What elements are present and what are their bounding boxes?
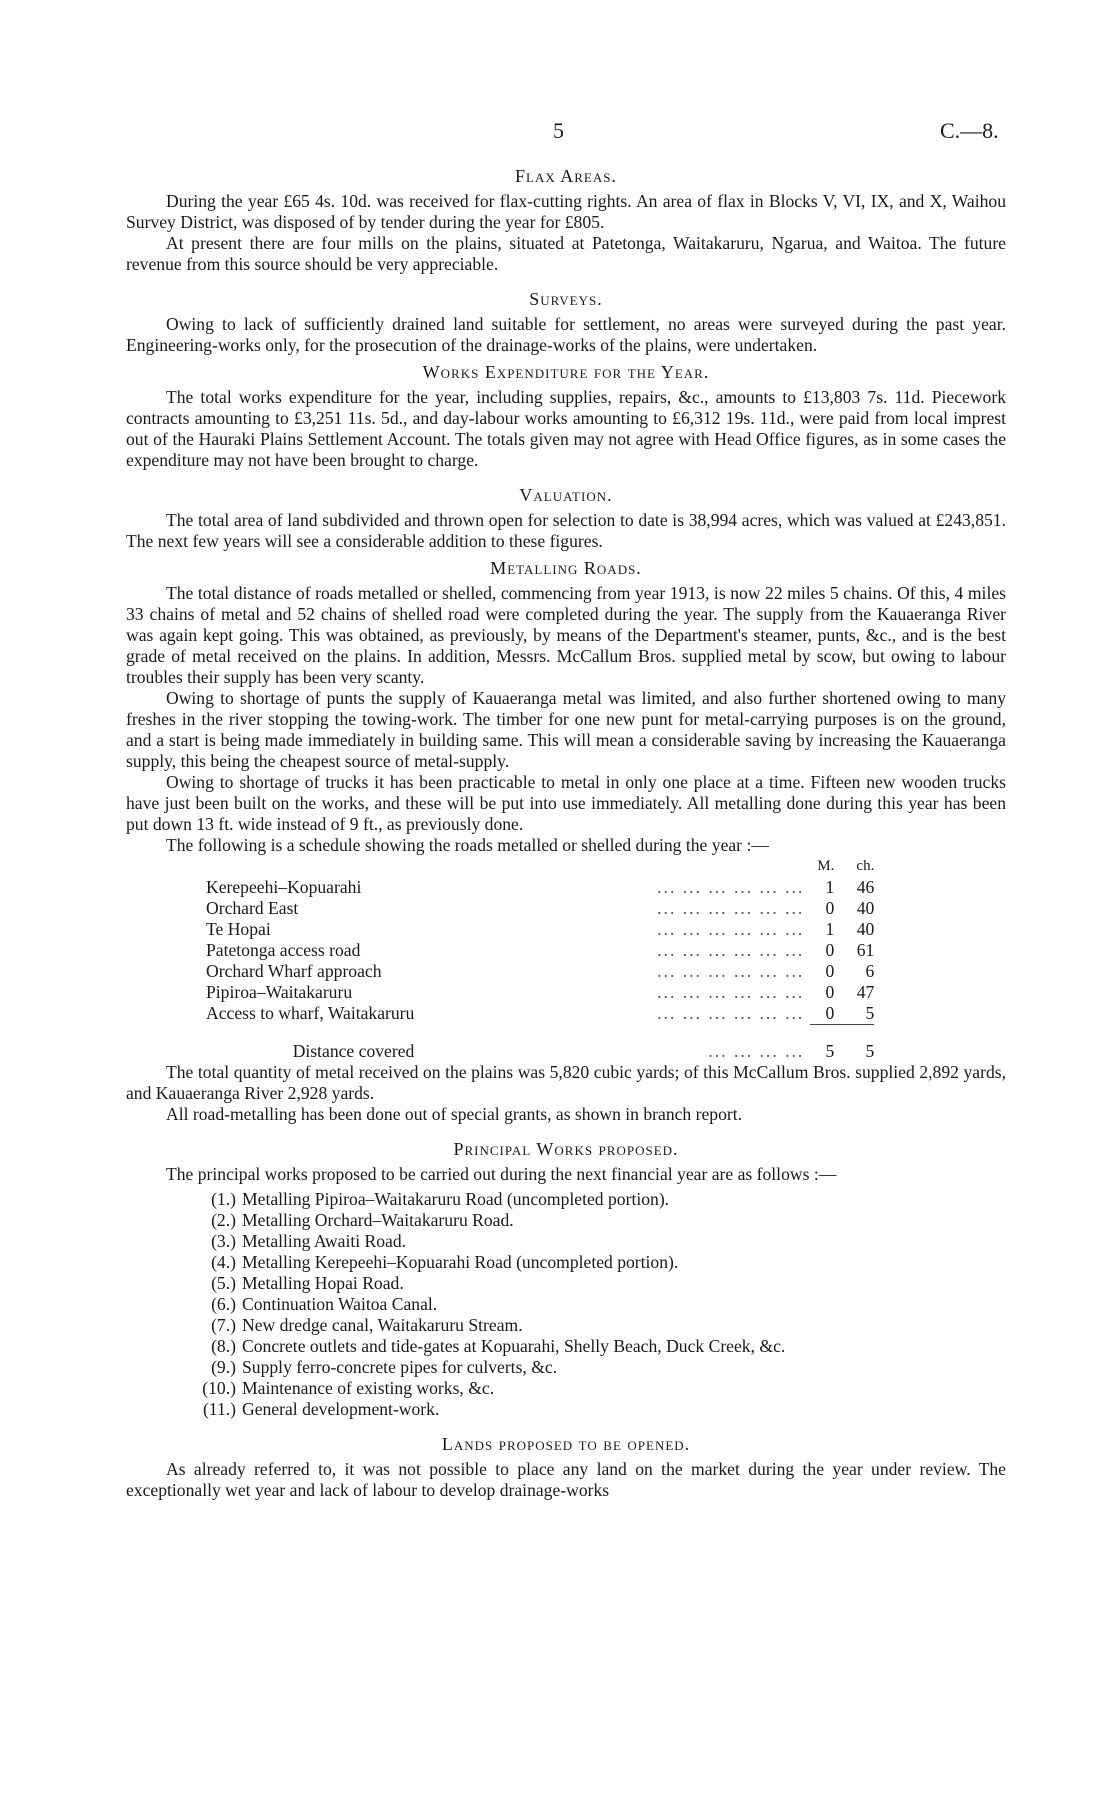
road-miles: 0 bbox=[825, 961, 835, 981]
principal-works-list bbox=[196, 1189, 1006, 1420]
column-header-miles: M. bbox=[817, 858, 835, 874]
total-label: Distance covered bbox=[292, 1040, 415, 1061]
road-chains: 5 bbox=[865, 1003, 875, 1023]
section-title-flax: Flax Areas. bbox=[515, 166, 617, 186]
road-name: Pipiroa–Waitakaruru bbox=[206, 982, 353, 1002]
section-title-metalling: Metalling Roads. bbox=[490, 558, 642, 578]
list-item: (5.) Metalling Hopai Road. bbox=[211, 1273, 404, 1293]
section-title-surveys: Surveys. bbox=[529, 289, 603, 309]
road-miles: 0 bbox=[825, 940, 835, 960]
road-name: Orchard Wharf approach bbox=[206, 961, 382, 981]
road-miles: 0 bbox=[825, 898, 835, 918]
section-title-principal-works: Principal Works proposed. bbox=[453, 1139, 679, 1159]
list-item: (10.) Maintenance of existing works, &c. bbox=[202, 1378, 495, 1398]
section-title-lands: Lands proposed to be opened. bbox=[441, 1434, 691, 1454]
table-row: Pipiroa–Waitakaruru ... ... ... ... ... ... 0 47 bbox=[206, 982, 875, 1002]
road-miles: 0 bbox=[825, 982, 835, 1002]
table-row: Orchard Wharf approach ... ... ... ... ... ... 0 6 bbox=[206, 961, 875, 981]
column-header-chains: ch. bbox=[856, 858, 875, 874]
table-header-row bbox=[206, 856, 874, 877]
road-miles: 0 bbox=[825, 1003, 835, 1023]
road-chains: 47 bbox=[856, 982, 875, 1002]
table-row: Orchard East ... ... ... ... ... ... 0 40 bbox=[206, 898, 875, 918]
document-body bbox=[126, 166, 1006, 1501]
road-chains: 40 bbox=[856, 919, 875, 939]
list-item: (7.) New dredge canal, Waitakaruru Stream. bbox=[211, 1315, 523, 1335]
road-chains: 6 bbox=[865, 961, 875, 981]
road-name: Patetonga access road bbox=[206, 940, 361, 960]
section-title-works-expenditure: Works Expenditure for the Year. bbox=[422, 362, 710, 382]
paragraph: The total quantity of metal received on the plains was 5,820 cubic yards; of this McCallum Bros. supplied 2,892 yards, and Kauaeranga River 2,928 yards. bbox=[126, 1062, 1006, 1103]
paragraph: The principal works proposed to be carried out during the next financial year are as follows :— bbox=[166, 1164, 837, 1184]
table-total-row: Distance covered ... ... ... ... 5 5 bbox=[206, 1025, 874, 1063]
paragraph: At present there are four mills on the plains, situated at Patetonga, Waitakaruru, Ngarua, and Waitoa. The future revenue from this source should be very appreciable. bbox=[126, 233, 1006, 274]
paragraph: All road-metalling has been done out of special grants, as shown in branch report. bbox=[166, 1104, 743, 1124]
list-item: (8.) Concrete outlets and tide-gates at Kopuarahi, Shelly Beach, Duck Creek, &c. bbox=[211, 1336, 786, 1356]
paragraph: During the year £65 4s. 10d. was received for flax-cutting rights. An area of flax in Blocks V, VI, IX, and X, Waihou Survey District, was disposed of by tender during the year for £805. bbox=[126, 191, 1006, 232]
paragraph: Owing to lack of sufficiently drained land suitable for settlement, no areas were surveyed during the past year. Engineering-works only, for the prosecution of the drainage-works of the plains, were undertaken. bbox=[126, 314, 1006, 355]
total-chains: 5 bbox=[834, 1025, 874, 1063]
paragraph: The total distance of roads metalled or shelled, commencing from year 1913, is now 22 miles 5 chains. Of this, 4 miles 33 chains of metal and 52 chains of shelled road were completed during the year. The supply from the Kauaeranga River was again kept going. This was obtained, as previously, by means of the Department's steamer, punts, &c., and is the best grade of metal received on the plains. In addition, Messrs. McCallum Bros. supplied metal by scow, but owing to labour troubles their supply has been very scanty. bbox=[126, 583, 1006, 687]
road-chains: 46 bbox=[856, 877, 875, 897]
road-chains: 61 bbox=[856, 940, 875, 960]
table-row: Te Hopai ... ... ... ... ... ... 1 40 bbox=[206, 919, 875, 939]
road-miles: 1 bbox=[825, 919, 835, 939]
road-name: Kerepeehi–Kopuarahi bbox=[206, 877, 362, 897]
list-item: (6.) Continuation Waitoa Canal. bbox=[211, 1294, 438, 1314]
paragraph: Owing to shortage of trucks it has been practicable to metal in only one place at a time. Fifteen new wooden trucks have just been built on the works, and these will be put into use immediately. All metalling done during this year has been put down 13 ft. wide instead of 9 ft., as previously done. bbox=[126, 772, 1006, 834]
paragraph: As already referred to, it was not possible to place any land on the market during the year under review. The exceptionally wet year and lack of labour to develop drainage-works bbox=[126, 1459, 1006, 1500]
table-row: Patetonga access road ... ... ... ... ... ... 0 61 bbox=[206, 940, 875, 960]
list-item: (9.) Supply ferro-concrete pipes for culverts, &c. bbox=[211, 1357, 558, 1377]
road-name: Access to wharf, Waitakaruru bbox=[206, 1003, 415, 1024]
list-item: (4.) Metalling Kerepeehi–Kopuarahi Road (uncompleted portion). bbox=[211, 1252, 679, 1272]
list-item: (2.) Metalling Orchard–Waitakaruru Road. bbox=[211, 1210, 514, 1230]
road-name: Orchard East bbox=[206, 898, 299, 918]
list-item: (1.) Metalling Pipiroa–Waitakaruru Road (uncompleted portion). bbox=[211, 1189, 670, 1209]
road-name: Te Hopai bbox=[206, 919, 271, 939]
page-reference: C.—8. bbox=[940, 118, 999, 143]
road-chains: 40 bbox=[856, 898, 875, 918]
section-title-valuation: Valuation. bbox=[519, 485, 613, 505]
page-number: 5 bbox=[553, 118, 564, 143]
list-item: (3.) Metalling Awaiti Road. bbox=[211, 1231, 407, 1251]
table-row: Access to wharf, Waitakaruru ... ... ... ... ... ... 0 5 bbox=[206, 1003, 875, 1024]
road-miles: 1 bbox=[825, 877, 835, 897]
paragraph: Owing to shortage of punts the supply of Kauaeranga metal was limited, and also further shortened owing to many freshes in the river stopping the towing-work. The timber for one new punt for metal-carrying purposes is on the ground, and a start is being made immediately in building same. This will mean a considerable saving by increasing the Kauaeranga supply, this being the cheapest source of metal-supply. bbox=[126, 688, 1006, 771]
metalling-schedule-table bbox=[206, 856, 874, 1062]
paragraph: The total works expenditure for the year, including supplies, repairs, &c., amounts to £13,803 7s. 11d. Piecework contracts amounting to £3,251 11s. 5d., and day-labour works amounting to £6,312 19s. 11d., were paid from local imprest out of the Hauraki Plains Settlement Account. The totals given may not agree with Head Office figures, as in some cases the expenditure may not have been brought to charge. bbox=[126, 387, 1006, 470]
list-item: (11.) General development-work. bbox=[202, 1399, 440, 1419]
paragraph: The total area of land subdivided and thrown open for selection to date is 38,994 acres, which was valued at £243,851. The next few years will see a considerable addition to these figures. bbox=[126, 510, 1006, 551]
total-miles: 5 bbox=[810, 1025, 834, 1063]
table-row: Kerepeehi–Kopuarahi ... ... ... ... ... ... 1 46 bbox=[206, 877, 875, 897]
paragraph: The following is a schedule showing the roads metalled or shelled during the year :— bbox=[166, 835, 769, 855]
